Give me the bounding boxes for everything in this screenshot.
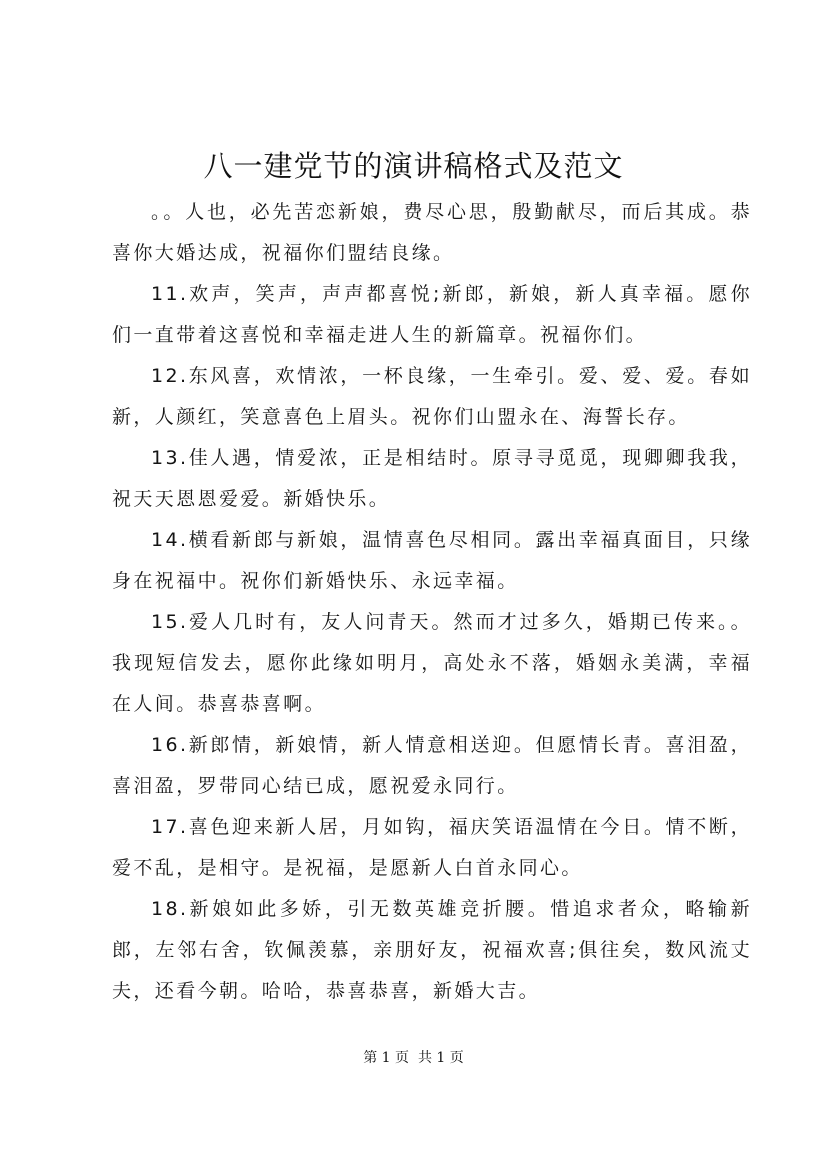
paragraph: 14.横看新郎与新娘，温情喜色尽相同。露出幸福真面目，只缘身在祝福中。祝你们新婚快乐、永远幸福。: [112, 529, 752, 592]
page-footer: [0, 1048, 827, 1068]
paragraph: 11.欢声，笑声，声声都喜悦;新郎，新娘，新人真幸福。愿你们一直带着这喜悦和幸福走进人生的新篇章。祝福你们。: [112, 283, 752, 346]
paragraph: 12.东风喜，欢情浓，一杯良缘，一生牵引。爱、爱、爱。春如新，人颜红，笑意喜色上眉头。祝你们山盟永在、海誓长存。: [112, 365, 752, 428]
paragraph: 17.喜色迎来新人居，月如钩，福庆笑语温情在今日。情不断，爱不乱，是相守。是祝福，是愿新人白首永同心。: [112, 816, 752, 879]
document-body: [112, 192, 752, 1012]
paragraph: 。。人也，必先苦恋新娘，费尽心思，殷勤献尽，而后其成。恭喜你大婚达成，祝福你们盟结良缘。: [112, 201, 752, 264]
page-number-label: 第 1 页 共 1 页: [363, 1050, 464, 1066]
paragraph: 15.爱人几时有，友人问青天。然而才过多久，婚期已传来。。我现短信发去，愿你此缘如明月，高处永不落，婚姻永美满，幸福在人间。恭喜恭喜啊。: [112, 611, 752, 715]
paragraph: 18.新娘如此多娇，引无数英雄竞折腰。惜追求者众，略输新郎，左邻右舍，钦佩羡慕，亲朋好友，祝福欢喜;俱往矣，数风流丈夫，还看今朝。哈哈，恭喜恭喜，新婚大吉。: [112, 898, 752, 1002]
document-title: 八一建党节的演讲稿格式及范文: [203, 149, 624, 183]
paragraph: 16.新郎情，新娘情，新人情意相送迎。但愿情长青。喜泪盈，喜泪盈，罗带同心结已成，愿祝爱永同行。: [112, 734, 752, 797]
paragraph: 13.佳人遇，情爱浓，正是相结时。原寻寻觅觅，现卿卿我我，祝天天恩恩爱爱。新婚快乐。: [112, 447, 752, 510]
